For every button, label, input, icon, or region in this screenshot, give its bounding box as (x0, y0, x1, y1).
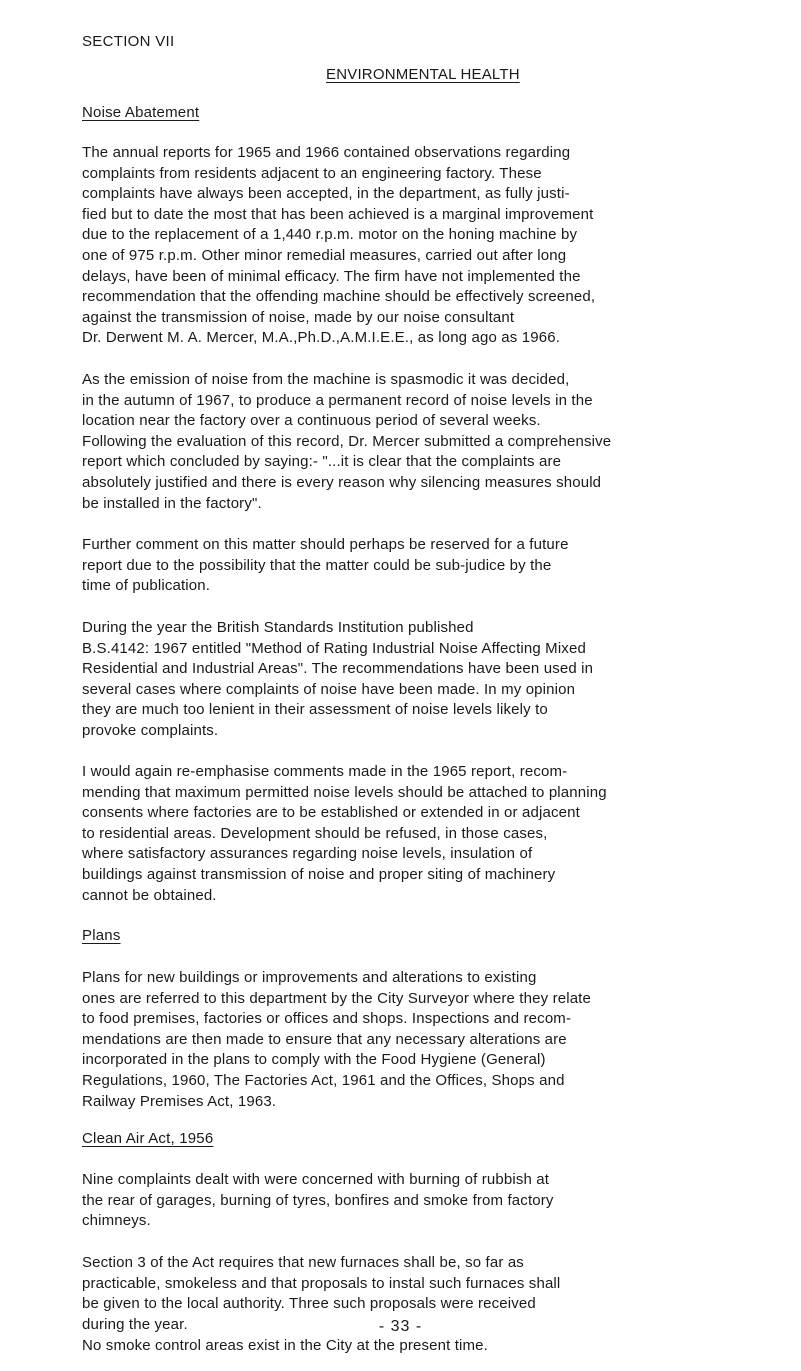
paragraph-noise-5: I would again re-emphasise comments made in the 1965 report, recom- mending that maximum permitted noise levels should be attached to planning consents where factories are to be established or extended in or adjacent to residential areas. Development should be refused, in those cases, where satisfactory assurances regarding noise levels, insulation of buildings against transmission of noise and proper siting of machinery cannot be obtained. (82, 763, 607, 904)
paragraph-noise-3: Further comment on this matter should perhaps be reserved for a future report due to the possibility that the matter could be sub-judice by the time of publication. (82, 536, 569, 595)
paragraph-noise-2: As the emission of noise from the machine is spasmodic it was decided, in the autumn of 1967, to produce a permanent record of noise levels in the location near the factory over a continuous period of several weeks. Following the evaluation of this record, Dr. Mercer submitted a comprehensive report which concluded by saying:- "...it is clear that the complaints are absolutely justified and there is every reason why silencing measures should be installed in the factory". (82, 371, 612, 512)
heading-clean-air-act: Clean Air Act, 1956 (82, 1130, 214, 1147)
paragraph-clean-air-2: Section 3 of the Act requires that new furnaces shall be, so far as practicable, smokeless and that proposals to instal such furnaces shall be given to the local authority. Three such proposals were received during the year. (82, 1254, 561, 1333)
page-number: - 33 - (378, 1318, 423, 1335)
paragraph-clean-air-1: Nine complaints dealt with were concerned with burning of rubbish at the rear of garages, burning of tyres, bonfires and smoke from factory chimneys. (82, 1171, 554, 1230)
paragraph-plans: Plans for new buildings or improvements and alterations to existing ones are referred to this department by the City Surveyor where they relate to food premises, factories or offices and shops. Inspections and recom- mendations are then made to ensure that any necessary alterations are incorporated in the plans to comply with the Food Hygiene (General) Regulations, 1960, The Factories Act, 1961 and the Offices, Shops and Railway Premises Act, 1963. (82, 969, 591, 1110)
heading-noise-abatement: Noise Abatement (82, 104, 200, 121)
heading-plans: Plans (82, 927, 121, 944)
section-label: SECTION VII (82, 33, 175, 50)
page-title: ENVIRONMENTAL HEALTH (326, 66, 520, 83)
paragraph-noise-1: The annual reports for 1965 and 1966 contained observations regarding complaints from residents adjacent to an engineering factory. These complaints have always been accepted, in the department, as fully justi- fied but to date the most that has been achieved is a marginal improvement due to the replacement of a 1,440 r.p.m. motor on the honing machine by one of 975 r.p.m. Other minor remedial measures, carried out after long delays, have been of minimal efficacy. The firm have not implemented the recommendation that the offending machine should be effectively screened, against the transmission of noise, made by our noise consultant Dr. Derwent M. A. Mercer, M.A.,Ph.D.,A.M.I.E.E., as long ago as 1966. (82, 144, 596, 347)
paragraph-clean-air-3: No smoke control areas exist in the City at the present time. (82, 1337, 488, 1354)
paragraph-noise-4: During the year the British Standards Institution published B.S.4142: 1967 entitled "Method of Rating Industrial Noise Affecting Mixed Residential and Industrial Areas". The recommendations have been used in several cases where complaints of noise have been made. In my opinion they are much too lenient in their assessment of noise levels likely to provoke complaints. (82, 619, 594, 739)
